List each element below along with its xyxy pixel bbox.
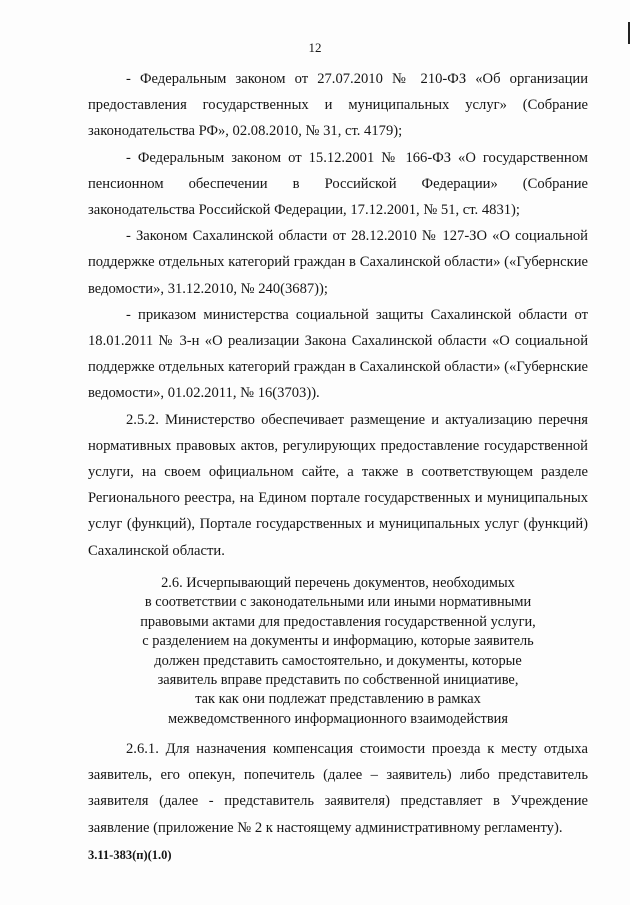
- paragraph-ministry-order-3n: - приказом министерства социальной защиты Сахалинской области от 18.01.2011 № 3-н «О реализации Закона Сахалинской области «О социальной поддержке отдельных категорий граждан в Сахалинской области» («Губернские ведомости», 01.02.2011, № 16(3703)).: [88, 306, 588, 402]
- paragraph-sakhalin-law-127: - Законом Сахалинской области от 28.12.2010 № 127-ЗО «О социальной поддержке отдельных категорий граждан в Сахалинской области» («Губернские ведомости», 31.12.2010, № 240(3687));: [88, 228, 588, 297]
- heading-line: правовыми актами для предоставления государственной услуги,: [140, 613, 536, 630]
- section-heading-2-6: [88, 574, 588, 729]
- heading-line: с разделением на документы и информацию, которые заявитель: [142, 633, 534, 650]
- heading-line: заявитель вправе представить по собственной инициативе,: [157, 672, 519, 689]
- heading-line: 2.6. Исчерпывающий перечень документов, необходимых: [161, 575, 515, 591]
- heading-line: в соответствии с законодательными или иными нормативными: [144, 594, 532, 611]
- heading-line: должен представить самостоятельно, и документы, которые: [154, 652, 522, 669]
- paragraph-federal-law-210: - Федеральным законом от 27.07.2010 № 210-ФЗ «Об организации предоставления государственных и муниципальных услуг» (Собрание законодательства РФ», 02.08.2010, № 31, ст. 4179);: [88, 71, 588, 140]
- document-code: 3.11-383(п)(1.0): [88, 848, 172, 862]
- page-number: 12: [308, 40, 322, 55]
- section-2-6-body: [88, 736, 588, 841]
- paragraph-2-5-2: 2.5.2. Министерство обеспечивает размещение и актуализацию перечня нормативных правовых актов, регулирующих предоставление государственной услуги, на своем официальном сайте, а также в соответствующем разделе Регионального реестра, на Едином портале государственных и муниципальных услуг (функций), Портале государственных и муниципальных услуг (функций) Сахалинской области.: [88, 411, 588, 559]
- paragraph-federal-law-166: - Федеральным законом от 15.12.2001 № 166-ФЗ «О государственном пенсионном обеспечении в Российской Федерации» (Собрание законодательства Российской Федерации, 17.12.2001, № 51, ст. 4831);: [88, 149, 588, 219]
- heading-line: так как они подлежат представлению в рамках: [195, 691, 481, 708]
- legal-acts-list: [88, 66, 588, 564]
- paragraph-2-6-1: 2.6.1. Для назначения компенсация стоимости проезда к месту отдыха заявитель, его опекун, попечитель (далее – заявитель) либо представитель заявителя (далее - представитель заявителя) представляет в Учреждение заявление (приложение № 2 к настоящему административному регламенту).: [88, 741, 588, 836]
- heading-line: межведомственного информационного взаимодействия: [168, 710, 508, 727]
